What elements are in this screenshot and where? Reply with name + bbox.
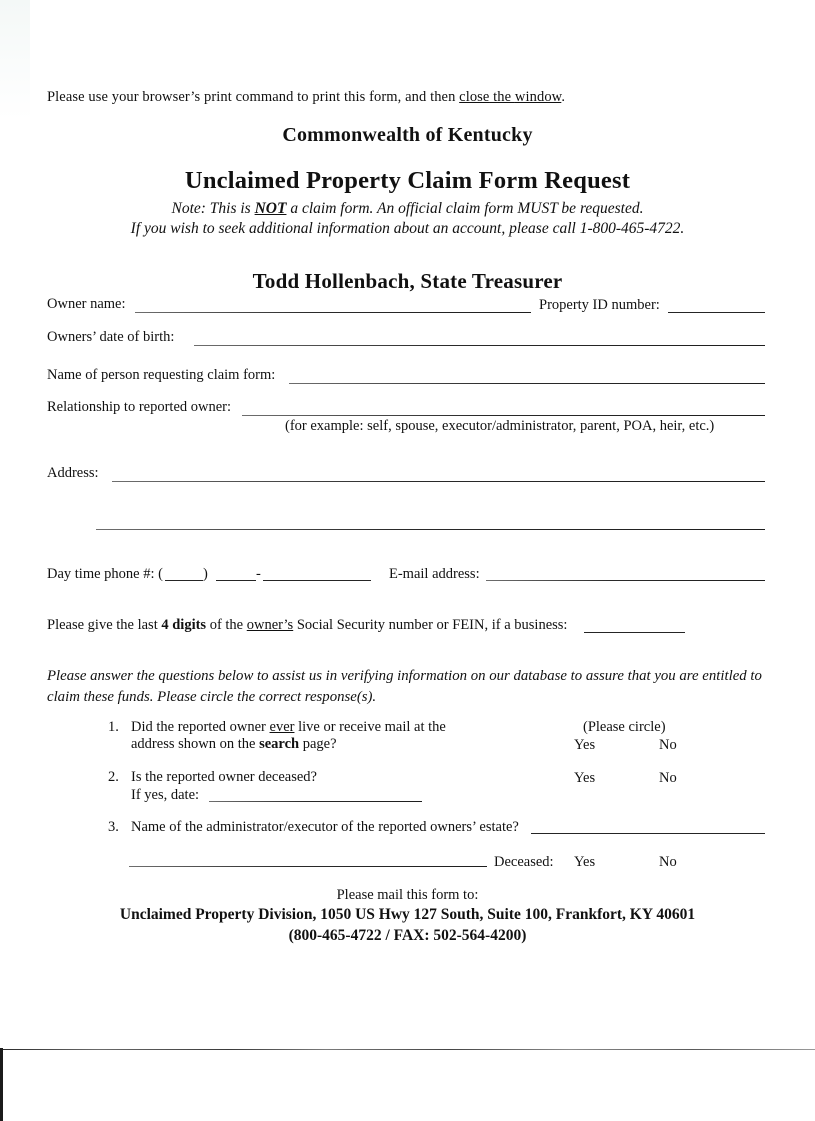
close-link[interactable]: close [459,89,490,105]
question-3-deceased-no-option[interactable]: No [659,854,677,870]
question-3-name-input-continued[interactable] [129,866,487,867]
relationship-label: Relationship to reported owner: [47,399,232,415]
instructions-line-2: claim these funds. Please circle the correct response(s). [47,689,377,705]
ssn-bold-4-digits: 4 digits [161,617,207,633]
owner-name-label: Owner name: [47,296,126,312]
mailing-address: Unclaimed Property Division, 1050 US Hwy 127 South, Suite 100, Frankfort, KY 40601 [119,906,696,924]
print-instruction-text: Please use your browser’s print command to print this form, and then [47,89,460,105]
question-2-date-input[interactable] [209,801,422,802]
phone-prefix-input[interactable] [216,580,256,581]
phone-dash: - [256,566,261,582]
question-2-no-option[interactable]: No [659,770,677,786]
scan-edge-artifact [0,1048,3,1121]
note-suffix: a claim form. An official claim form MUST be requested. [286,200,644,217]
requester-label: Name of person requesting claim form: [47,367,276,383]
q1-text-post: live or receive mail at the [294,719,446,735]
the-link[interactable]: the [489,89,515,105]
owner-name-input[interactable] [135,312,531,313]
print-instruction-line [47,89,565,106]
question-3-number: 3. [108,819,119,835]
question-2-number: 2. [108,769,119,785]
address-label: Address: [47,465,99,481]
relationship-hint: (for example: self, spouse, executor/administrator, parent, POA, heir, etc.) [285,418,715,434]
phone-area-input[interactable] [165,580,203,581]
please-circle-hint: (Please circle) [583,719,666,735]
q1-bold-search: search [259,736,300,752]
email-input[interactable] [486,580,765,581]
relationship-input[interactable] [242,415,765,416]
question-3-name-input[interactable] [531,833,765,834]
phone-label [47,567,163,582]
instructions-line-1: Please answer the questions below to assist us in verifying information on our database to assure that you are entitled to [47,668,762,684]
scan-line-artifact [0,1049,815,1050]
property-id-label: Property ID number: [539,297,660,313]
title-block [0,124,815,294]
ssn-text-3: Social Security number or FEIN, if a business: [293,617,568,633]
address-line2-input[interactable] [96,529,765,530]
mail-lead-text: Please mail this form to: [336,887,479,903]
q1-underline-ever: ever [269,719,295,735]
note-prefix: Note: This is [171,200,255,217]
question-2-line-1: Is the reported owner deceased? [131,769,317,785]
requester-input[interactable] [289,383,765,384]
ssn-text-1: Please give the last [47,617,162,633]
property-id-input[interactable] [668,312,765,313]
verification-instructions [47,666,769,708]
q1-line2-pre: address shown on the [131,736,260,752]
note-phone-line: If you wish to seek additional information about an account, please call 1-800-465-4722. [130,220,685,238]
phone-fax-line: (800-465-4722 / FAX: 502-564-4200) [288,927,527,945]
ssn-input[interactable] [584,632,685,633]
commonwealth-heading: Commonwealth of Kentucky [282,124,533,146]
question-1-yes-option[interactable]: Yes [574,737,596,753]
question-2-date-label: If yes, date: [131,787,200,803]
treasurer-heading: Todd Hollenbach, State Treasurer [252,268,563,293]
question-3-deceased-label: Deceased: [494,854,554,870]
question-3-deceased-yes-option[interactable]: Yes [574,854,596,870]
q1-text-pre: Did the reported owner [131,719,270,735]
email-label: E-mail address: [389,566,480,582]
question-1-line-1 [131,719,446,736]
ssn-underline-owners: owner’s [246,617,294,633]
dob-input[interactable] [194,345,765,346]
form-note [0,199,815,240]
print-instruction-period: . [561,89,566,105]
q1-line2-post: page? [299,736,337,752]
ssn-text-2: of the [206,617,247,633]
dob-label: Owners’ date of birth: [47,329,175,345]
phone-label-text: Day time phone #: ( [47,566,163,582]
ssn-label [47,618,567,633]
form-title: Unclaimed Property Claim Form Request [184,167,631,194]
question-2-yes-option[interactable]: Yes [574,770,596,786]
phone-paren-close: ) [203,566,208,582]
note-emphasis-not: NOT [254,200,287,217]
question-1-number: 1. [108,719,119,735]
window-link[interactable]: window [514,89,562,105]
phone-number-input[interactable] [263,580,371,581]
question-1-line-2 [131,736,337,753]
mailing-instructions [0,886,815,947]
address-line1-input[interactable] [112,481,765,482]
question-3-line-1: Name of the administrator/executor of the reported owners’ estate? [131,819,519,835]
question-1-no-option[interactable]: No [659,737,677,753]
